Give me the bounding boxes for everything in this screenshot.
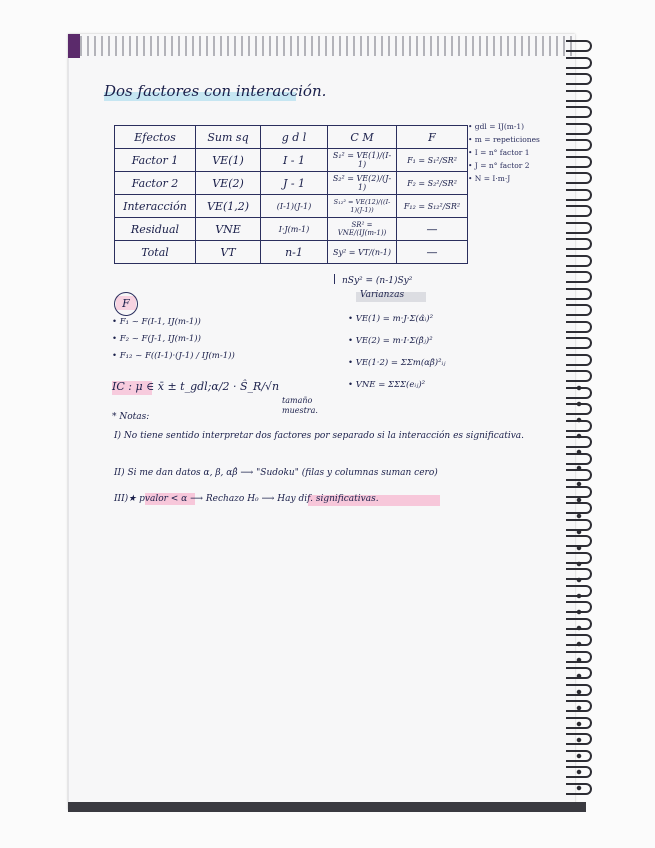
table-cell: S₁₂² = VE(12)/((I-1)(J-1)) xyxy=(328,195,397,218)
f-label: F xyxy=(114,292,138,316)
spiral-ring xyxy=(566,139,592,151)
table-row xyxy=(115,241,468,264)
table-cell: — xyxy=(397,241,468,264)
table-row xyxy=(115,172,468,195)
table-cell: I - 1 xyxy=(261,149,328,172)
spiral-ring xyxy=(566,123,592,135)
table-cell: n-1 xyxy=(261,241,328,264)
spiral-ring xyxy=(566,288,592,300)
table-row xyxy=(115,149,468,172)
ic-label: IC : xyxy=(112,380,132,393)
f-test: • F₁ ~ F(I-1, IJ(m-1)) xyxy=(112,317,201,327)
table-cell: Factor 2 xyxy=(115,172,196,195)
notebook-cover-edge xyxy=(68,34,80,58)
table-cell: J - 1 xyxy=(261,172,328,195)
note-item: III)★ pvalor < α ⟶ Rechazo H₀ ⟶ Hay dif. significativas. xyxy=(114,494,379,504)
table-header-cell: Sum sq xyxy=(196,126,261,149)
note-item: I) No tiene sentido interpretar dos factores por separado si la interacción es significativa. xyxy=(114,431,525,441)
anova-table xyxy=(114,125,468,264)
table-cell: S₁² = VE(1)/(I-1) xyxy=(328,149,397,172)
table-header-cell: Efectos xyxy=(115,126,196,149)
ic-annot-line: tamaño xyxy=(282,396,313,405)
table-cell: S₂² = VE(2)/(J-1) xyxy=(328,172,397,195)
table-cell: VNE xyxy=(196,218,261,241)
table-header-cell: C M xyxy=(328,126,397,149)
spiral-ring xyxy=(566,90,592,102)
table-header-cell: F xyxy=(397,126,468,149)
varianzas-list xyxy=(348,308,445,396)
spiral-ring xyxy=(566,40,592,52)
table-cell: SR² = VNE/(IJ(m-1)) xyxy=(328,218,397,241)
side-note: • J = n° factor 2 xyxy=(468,161,530,170)
total-note: nSy² = (n-1)Sy² xyxy=(342,276,413,286)
total-arrow xyxy=(334,274,336,284)
table-header-cell: g d l xyxy=(261,126,328,149)
varianza-item: • VE(1) = m·J·Σ(α̂ᵢ)² xyxy=(348,314,433,324)
page-perforation xyxy=(80,36,574,56)
spiral-ring xyxy=(566,57,592,69)
table-cell: VE(2) xyxy=(196,172,261,195)
spiral-ring xyxy=(566,222,592,234)
spiral-ring xyxy=(566,271,592,283)
spiral-ring xyxy=(566,106,592,118)
ic-annot-line: muestra. xyxy=(282,406,318,415)
spiral-ring xyxy=(566,255,592,267)
f-test: • F₂ ~ F(J-1, IJ(m-1)) xyxy=(112,334,201,344)
f-tests xyxy=(112,314,235,365)
spiral-ring xyxy=(566,73,592,85)
spiral-ring xyxy=(566,205,592,217)
table-cell: F₁ = S₁²/SR² xyxy=(397,149,468,172)
varianza-item: • VE(1·2) = ΣΣm(αβ̂)²ᵢⱼ xyxy=(348,358,446,368)
page-title: Dos factores con interacción. xyxy=(104,82,327,100)
spiral-ring xyxy=(566,337,592,349)
table-row xyxy=(115,218,468,241)
varianzas-label: Varianzas xyxy=(360,290,405,300)
table-header-row xyxy=(115,126,468,149)
table-cell: Total xyxy=(115,241,196,264)
table-cell: VE(1,2) xyxy=(196,195,261,218)
table-cell: (I-1)(J-1) xyxy=(261,195,328,218)
table-cell: Interacción xyxy=(115,195,196,218)
table-cell: F₂ = S₂²/SR² xyxy=(397,172,468,195)
spiral-ring xyxy=(566,304,592,316)
side-note: • I = n° factor 1 xyxy=(468,148,530,157)
side-note: • gdl = IJ(m-1) xyxy=(468,122,525,131)
spiral-ring xyxy=(566,156,592,168)
spiral-ring xyxy=(566,238,592,250)
spiral-ring xyxy=(566,189,592,201)
spiral-ring xyxy=(566,321,592,333)
table-cell: Factor 1 xyxy=(115,149,196,172)
side-notes xyxy=(468,120,540,185)
notes-label: * Notas: xyxy=(112,412,150,422)
table-cell: Residual xyxy=(115,218,196,241)
ic-line xyxy=(112,380,279,393)
notebook-bottom-edge xyxy=(68,802,586,812)
f-test: • F₁₂ ~ F((I-1)·(J-1) / IJ(m-1)) xyxy=(112,351,235,361)
ic-formula: μ ∈ x̄ ± t_gdl;α/2 · Ŝ_R/√n xyxy=(135,380,280,393)
spiral-ring xyxy=(566,172,592,184)
varianza-item: • VE(2) = m·I·Σ(β̂ⱼ)² xyxy=(348,336,433,346)
binding-holes xyxy=(575,380,583,800)
side-note: • N = I·m·J xyxy=(468,174,511,183)
table-cell: VT xyxy=(196,241,261,264)
note-item: II) Si me dan datos α, β, αβ̂ ⟶ "Sudoku" (filas y columnas suman cero) xyxy=(114,468,438,478)
side-note: • m = repeticiones xyxy=(468,135,540,144)
table-row xyxy=(115,195,468,218)
table-cell: I·J(m-1) xyxy=(261,218,328,241)
spiral-ring xyxy=(566,354,592,366)
table-cell: VE(1) xyxy=(196,149,261,172)
table-cell: F₁₂ = S₁₂²/SR² xyxy=(397,195,468,218)
table-cell: Sy² = VT/(n-1) xyxy=(328,241,397,264)
varianza-item: • VNE = ΣΣΣ(eᵢⱼ)² xyxy=(348,380,426,390)
table-cell: — xyxy=(397,218,468,241)
ic-annotation xyxy=(282,396,318,416)
